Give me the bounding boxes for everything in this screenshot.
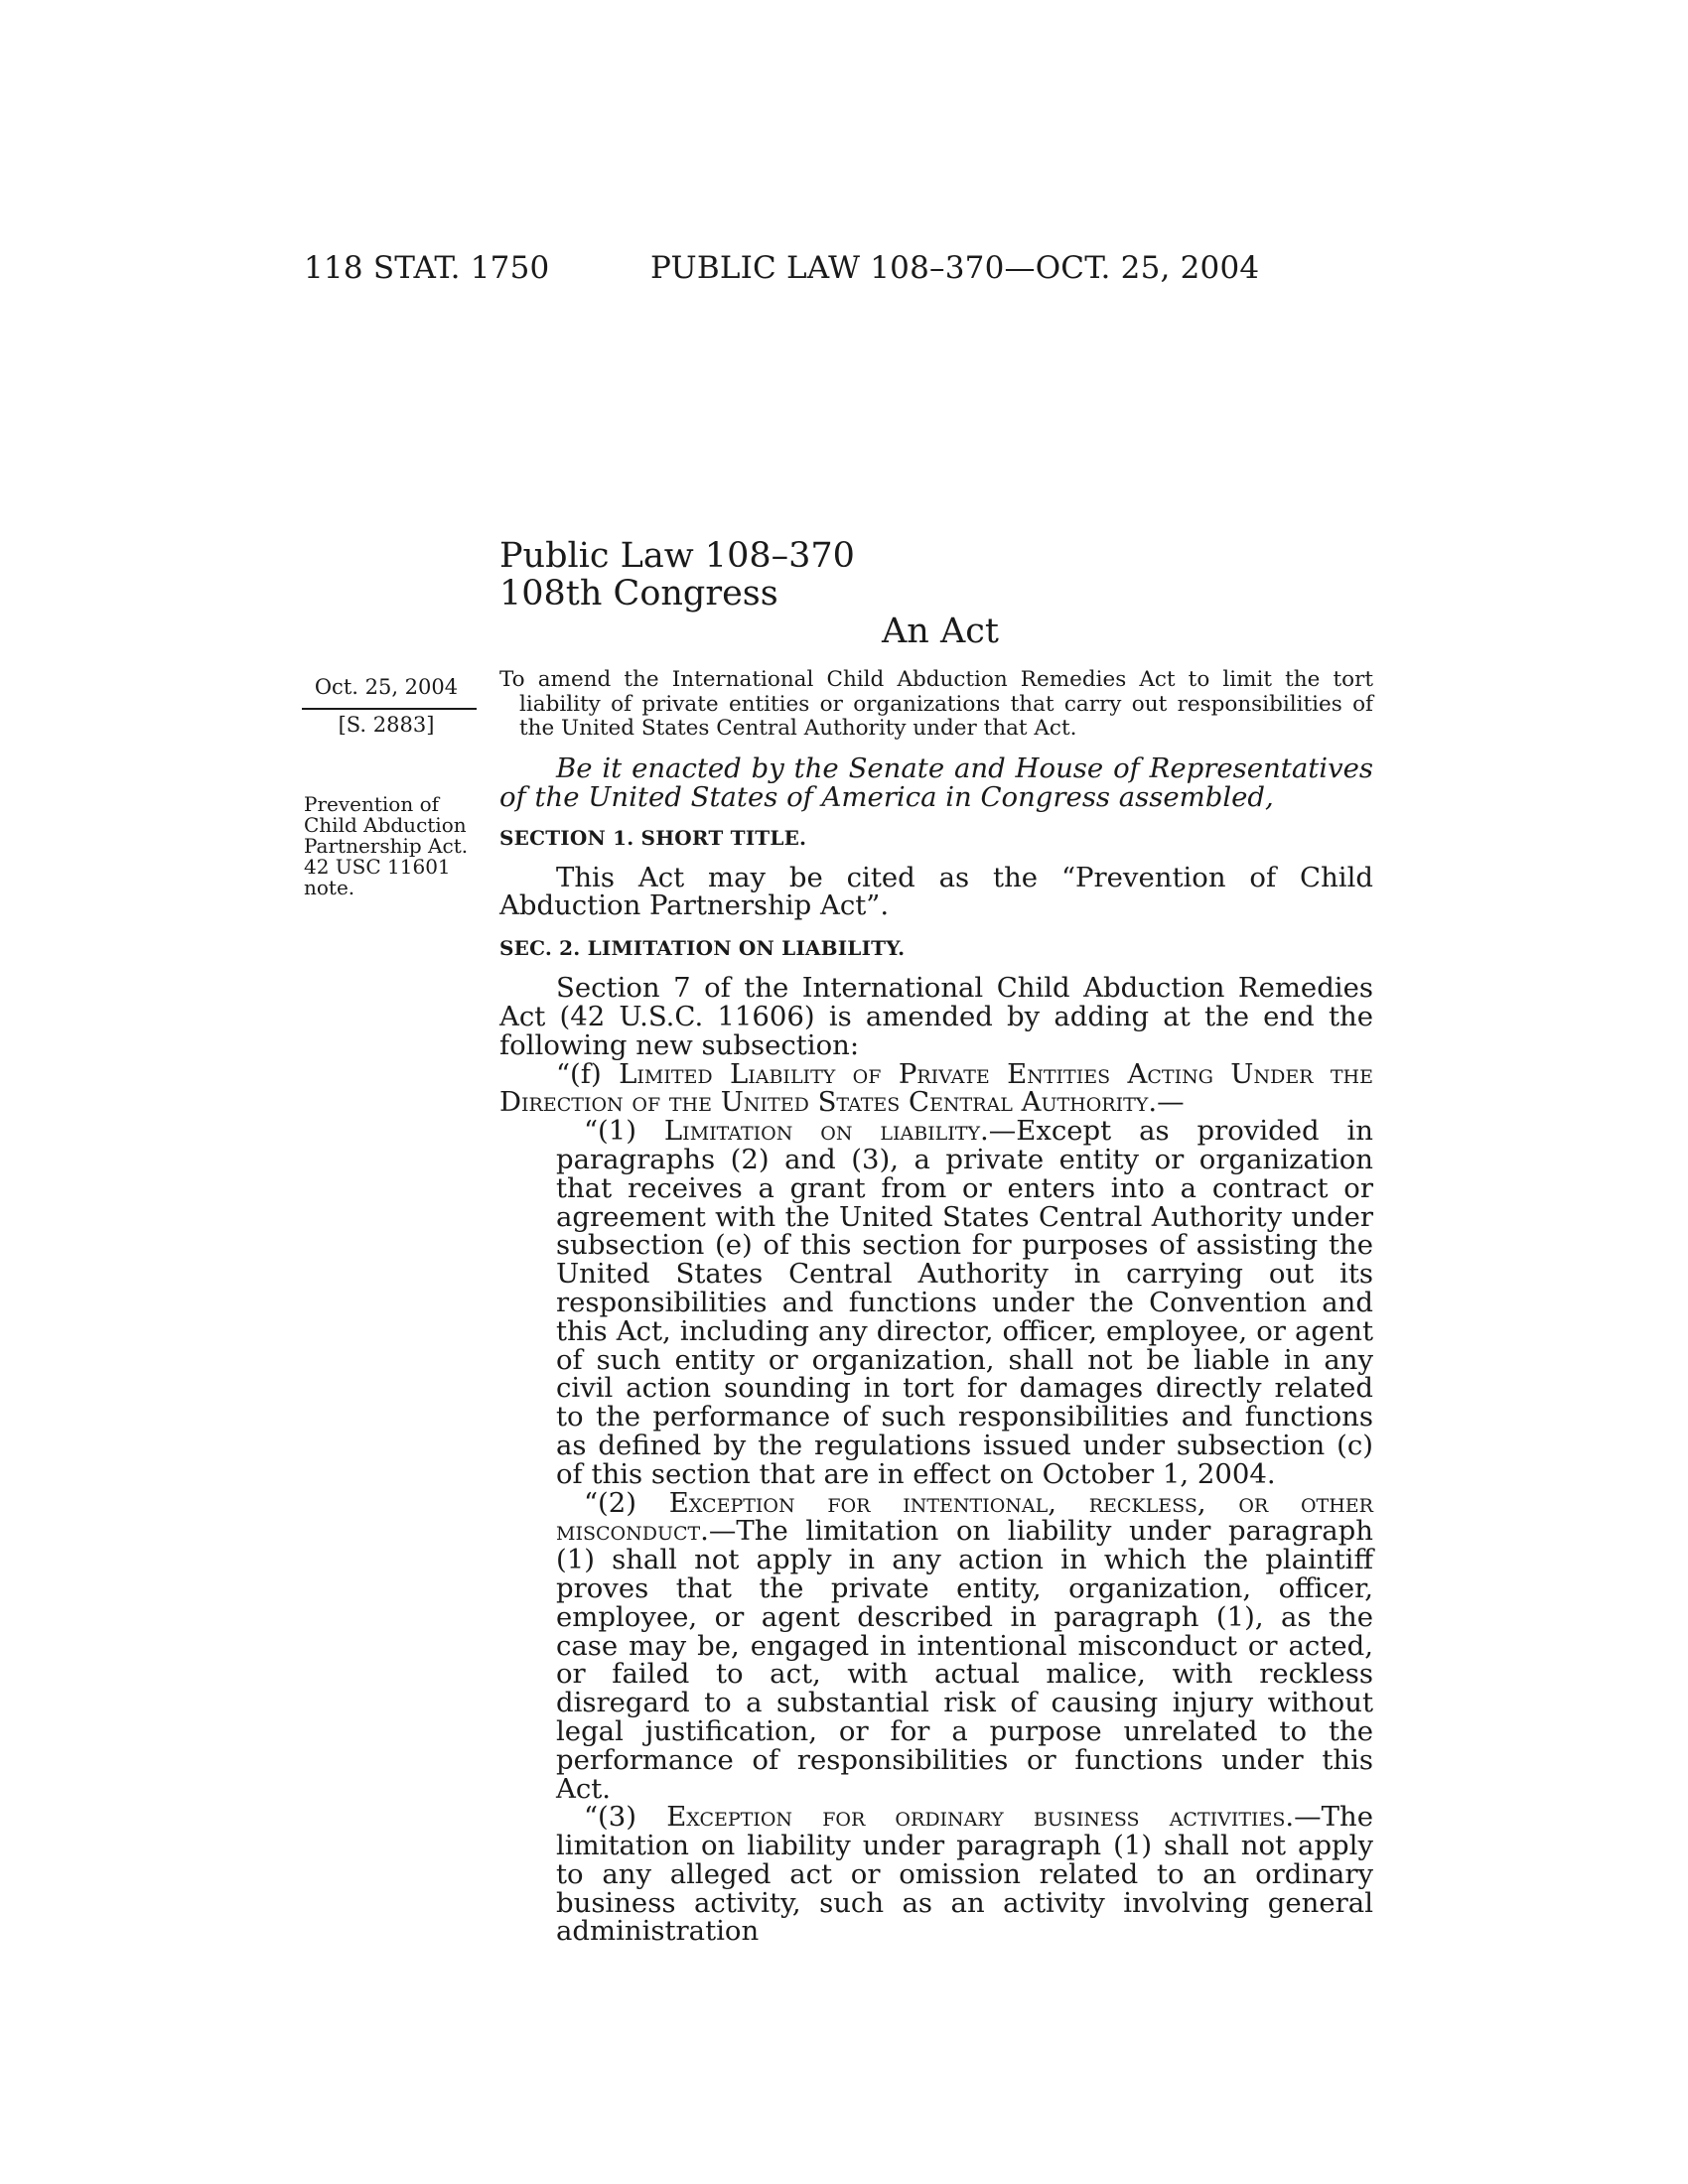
paragraph-2-heading: Exception for intentional, reckless, or other misconduct. — [556, 1486, 1373, 1548]
margin-bill-number: [S. 2883] — [338, 713, 435, 737]
subsection-f — [499, 1057, 1373, 1119]
paragraph-2-prefix: “(2) — [584, 1486, 669, 1519]
margin-note-line: Partnership Act. — [304, 834, 469, 858]
margin-date: Oct. 25, 2004 — [314, 675, 459, 699]
margin-note-line: 42 USC 11601 — [304, 855, 451, 879]
paragraph-1-prefix: “(1) — [584, 1115, 664, 1148]
paragraph-1-heading: Limitation on liability. — [663, 1115, 989, 1148]
act-heading: An Act — [882, 612, 999, 651]
purpose-clause: To amend the International Child Abduction Remedies Act to limit the tort liability of private entities or organizations that carry out responsibilities of the United States Central Authority under that Act. — [499, 667, 1373, 741]
subsection-f-dash: — — [1157, 1086, 1185, 1119]
law-body — [499, 754, 1373, 1946]
paragraph-2-text: —The limitation on liability under paragraph (1) shall not apply in any action in which the plaintiff proves that the private entity, organization, officer, employee, or agent described in paragraph (1), as the case may be, engaged in intentional misconduct or acted, or failed to act, with actual malice, with reckless disregard to a substantial risk of causing injury without legal justification, or for a purpose unrelated to the performance of responsibilities or functions under this Act. — [556, 1515, 1373, 1805]
paragraph-3-text: —The limitation on liability under paragraph (1) shall not apply to any alleged act or omission related to an ordinary business activity, such as an activity involving general administration — [556, 1801, 1373, 1948]
paragraph-3-prefix: “(3) — [584, 1801, 667, 1834]
congress: 108th Congress — [499, 574, 778, 614]
margin-note-line: Child Abduction — [304, 813, 467, 837]
enacting-clause: Be it enacted by the Senate and House of Representatives of the United States of America in Congress assembled, — [499, 752, 1373, 813]
margin-note-line: Prevention of — [304, 792, 440, 816]
margin-rule — [302, 708, 477, 710]
section-1-text: This Act may be cited as the “Prevention of Child Abduction Partnership Act”. — [499, 861, 1373, 922]
paragraph-2 — [499, 1486, 1373, 1805]
paragraph-1-text: —Except as provided in paragraphs (2) and (3), a private entity or organization that receives a grant from or enters into a contract or agreement with the United States Central Authority under subsection (e) of this section for purposes of assisting the United States Central Authority in carrying out its responsibilities and functions under the Convention and this Act, including any director, officer, employee, or agent of such entity or organization, shall not be liable in any civil action sounding in tort for damages directly related to the performance of such responsibilities and functions as defined by the regulations issued under subsection (c) of this section that are in effect on October 1, 2004. — [556, 1115, 1373, 1490]
paragraph-3 — [499, 1803, 1373, 1946]
stat-page-number: 118 STAT. 1750 — [304, 250, 550, 286]
section-1-heading: SECTION 1. SHORT TITLE. — [499, 825, 807, 850]
margin-note-line: note. — [304, 876, 355, 899]
margin-notes — [304, 794, 478, 898]
subsection-f-heading: Limited Liability of Private Entities Acting Under the Direction of the United States Central Authority. — [499, 1057, 1373, 1119]
paragraph-1 — [499, 1117, 1373, 1488]
paragraph-3-heading: Exception for ordinary business activities. — [666, 1801, 1295, 1834]
section-2-heading: SEC. 2. LIMITATION ON LIABILITY. — [499, 936, 906, 961]
section-2-intro: Section 7 of the International Child Abduction Remedies Act (42 U.S.C. 11606) is amended by adding at the end the following new subsection: — [499, 972, 1373, 1061]
running-head: PUBLIC LAW 108–370—OCT. 25, 2004 — [650, 250, 1260, 286]
subsection-f-prefix: “(f) — [556, 1057, 620, 1090]
law-number: Public Law 108–370 — [499, 536, 855, 576]
